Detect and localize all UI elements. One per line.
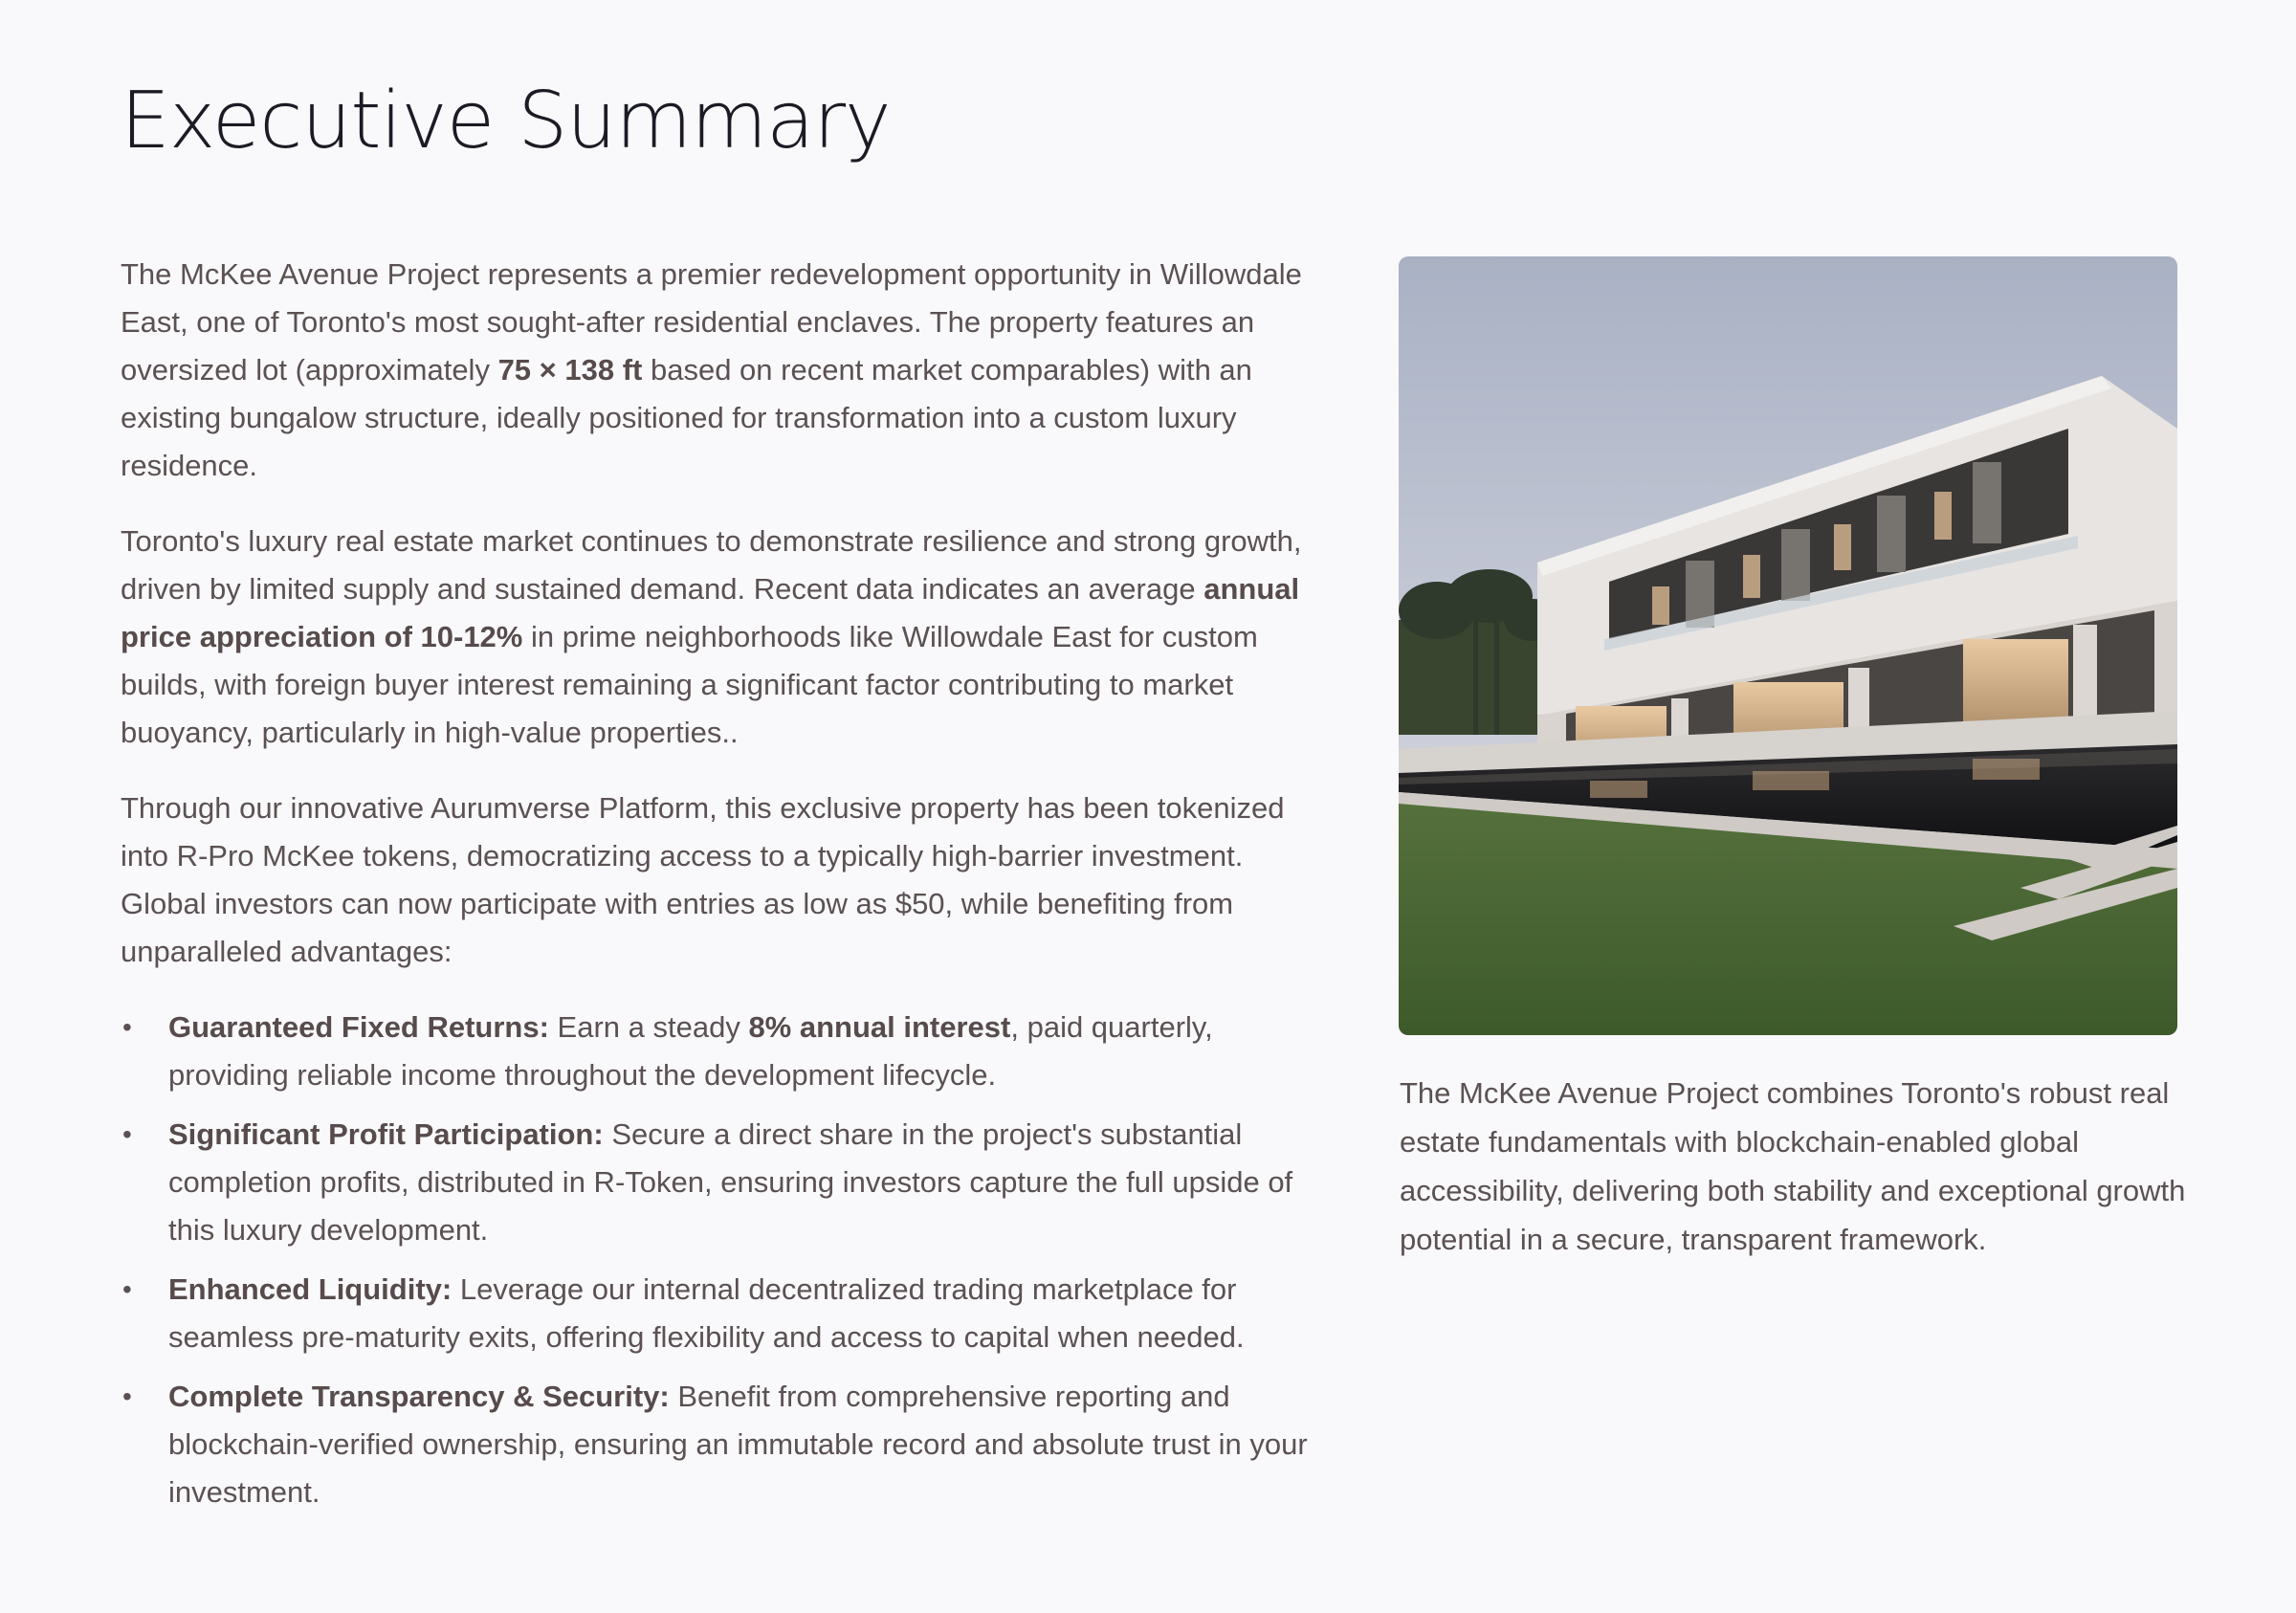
intro-paragraph-1 (121, 251, 1326, 490)
bullet-icon: • (122, 1274, 132, 1304)
bullet-icon: • (122, 1119, 132, 1149)
benefit-text: Benefit from comprehensive reporting and blockchain-verified ownership, ensuring an immutable record and absolute trust in your investment. (168, 1380, 1308, 1509)
intro-paragraph-3: Through our innovative Aurumverse Platform, this exclusive property has been tokenized into R-Pro McKee tokens, democratizing access to a typically high-barrier investment. Global investors can now participate with entries as low as $50, while benefiting from unparalleled advantages: (121, 791, 1285, 968)
benefit-item-transparency (121, 1373, 1326, 1516)
benefit-label: Complete Transparency & Security: (168, 1380, 670, 1413)
benefit-label: Significant Profit Participation: (168, 1117, 604, 1151)
modern-house-illustration (1399, 256, 2177, 1035)
intro-paragraph-2-text-end: in prime neighborhoods like Willowdale East for custom builds, with foreign buyer interest remaining a significant factor contributing to market buoyancy, particularly in high-value properties.. (121, 620, 1258, 749)
intro-paragraph-1-text-end: based on recent market comparables) with an existing bungalow structure, ideally positioned for transformation into a custom luxury residence. (121, 353, 1252, 482)
interest-highlight: 8% annual interest (748, 1010, 1011, 1044)
bullet-icon: • (122, 1381, 132, 1411)
benefit-text: Earn a steady (548, 1010, 749, 1044)
bullet-icon: • (122, 1012, 132, 1042)
page-title: Executive Summary (121, 76, 891, 166)
benefit-text-end: , paid quarterly, providing reliable income throughout the development lifecycle. (168, 1010, 1213, 1092)
benefit-item-profit-participation (121, 1111, 1326, 1254)
intro-paragraph-1-text: The McKee Avenue Project represents a premier redevelopment opportunity in Willowdale East, one of Toronto's most sought-after residential enclaves. The property features an oversized lot (approximately (121, 257, 1302, 387)
benefit-text: Secure a direct share in the project's substantial completion profits, distributed in R-Token, ensuring investors capture the full upside of this luxury development. (168, 1117, 1293, 1247)
intro-paragraph-2-text: Toronto's luxury real estate market continues to demonstrate resilience and strong growth, driven by limited supply and sustained demand. Recent data indicates an average (121, 524, 1302, 606)
summary-body (121, 251, 1326, 1528)
benefit-text: Leverage our internal decentralized trading marketplace for seamless pre-maturity exits, offering flexibility and access to capital when needed. (168, 1272, 1245, 1354)
benefits-list (121, 1004, 1326, 1516)
appreciation-highlight: annual price appreciation of 10-12% (121, 572, 1300, 653)
photo-caption: The McKee Avenue Project combines Toronto's robust real estate fundamentals with blockchain-enabled global accessibility, delivering both stability and exceptional growth potential in a secure, transparent framework. (1400, 1076, 2186, 1256)
benefit-item-fixed-returns (121, 1004, 1326, 1099)
benefit-label: Guaranteed Fixed Returns: (168, 1010, 549, 1044)
benefit-label: Enhanced Liquidity: (168, 1272, 453, 1306)
intro-paragraph-2 (121, 518, 1326, 757)
lot-size-highlight: 75 × 138 ft (497, 353, 643, 387)
property-photo (1399, 256, 2177, 1035)
benefit-item-liquidity (121, 1266, 1326, 1361)
